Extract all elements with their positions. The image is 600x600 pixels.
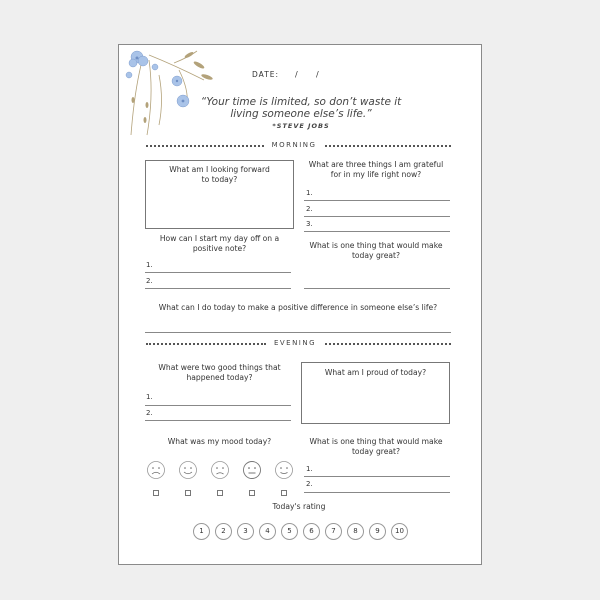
answer-line[interactable] [145,405,291,406]
list-number: 1. [146,393,153,401]
list-number: 1. [306,465,313,473]
rating-row [193,523,413,541]
morning-heading: MORNING [271,141,317,149]
journal-page [118,44,482,565]
list-number: 2. [146,409,153,417]
answer-line[interactable] [304,288,450,289]
start-day-question: How can I start my day off on a [159,234,280,243]
evening-heading: EVENING [273,339,317,347]
list-number: 1. [306,189,313,197]
difference-question: What can I do today to make a positive difference in someone else’s life? [158,303,438,312]
answer-line[interactable] [304,476,450,477]
list-number: 3. [306,220,313,228]
mood-question: What was my mood today? [167,437,272,446]
looking-forward-question: What am I looking forward [169,165,270,174]
date-separator: / [316,70,319,79]
good-things-question: happened today? [186,373,253,382]
rating-option[interactable]: 8 [347,523,364,540]
mood-checkbox[interactable] [185,490,191,496]
floral-decoration-icon [119,45,219,140]
make-great-question: today great? [351,251,401,260]
date-separator: / [295,70,298,79]
make-great-question: What is one thing that would make [309,437,443,446]
rating-label: Today's rating [272,502,326,511]
answer-line[interactable] [145,332,451,333]
start-day-question: positive note? [192,244,247,253]
section-divider [146,145,264,147]
list-number: 1. [146,261,153,269]
good-things-question: What were two good things that [158,363,281,372]
section-divider [146,343,266,345]
rating-option[interactable]: 5 [281,523,298,540]
quote-line: living someone else’s life.” [230,108,372,120]
answer-line[interactable] [304,216,450,217]
quote-line: “Your time is limited, so don’t waste it [200,96,402,108]
proud-question: What am I proud of today? [324,368,427,377]
date-label: DATE: [252,70,280,79]
answer-line[interactable] [145,420,291,421]
neutral-face-icon [242,460,262,480]
rating-option[interactable]: 6 [303,523,320,540]
section-divider [325,343,451,345]
rating-option[interactable]: 10 [391,523,408,540]
very-sad-face-icon [146,460,166,480]
rating-option[interactable]: 9 [369,523,386,540]
grateful-question: for in my life right now? [330,170,422,179]
make-great-question: today great? [351,447,401,456]
grateful-question: What are three things I am grateful [308,160,444,169]
quote-author: *STEVE JOBS [272,122,330,130]
rating-option[interactable]: 4 [259,523,276,540]
answer-line[interactable] [304,200,450,201]
mood-checkbox[interactable] [153,490,159,496]
answer-line[interactable] [145,272,291,273]
mood-checkbox[interactable] [217,490,223,496]
answer-line[interactable] [145,288,291,289]
answer-line[interactable] [304,492,450,493]
rating-option[interactable]: 3 [237,523,254,540]
answer-line[interactable] [304,231,450,232]
rating-option[interactable]: 2 [215,523,232,540]
rating-option[interactable]: 1 [193,523,210,540]
happy-face-icon [178,460,198,480]
sad-face-icon [210,460,230,480]
list-number: 2. [306,205,313,213]
mood-checkbox[interactable] [249,490,255,496]
mood-checkbox[interactable] [281,490,287,496]
list-number: 2. [306,480,313,488]
list-number: 2. [146,277,153,285]
make-great-question: What is one thing that would make [309,241,443,250]
rating-option[interactable]: 7 [325,523,342,540]
content-face-icon [274,460,294,480]
section-divider [325,145,451,147]
looking-forward-question: to today? [201,175,238,184]
